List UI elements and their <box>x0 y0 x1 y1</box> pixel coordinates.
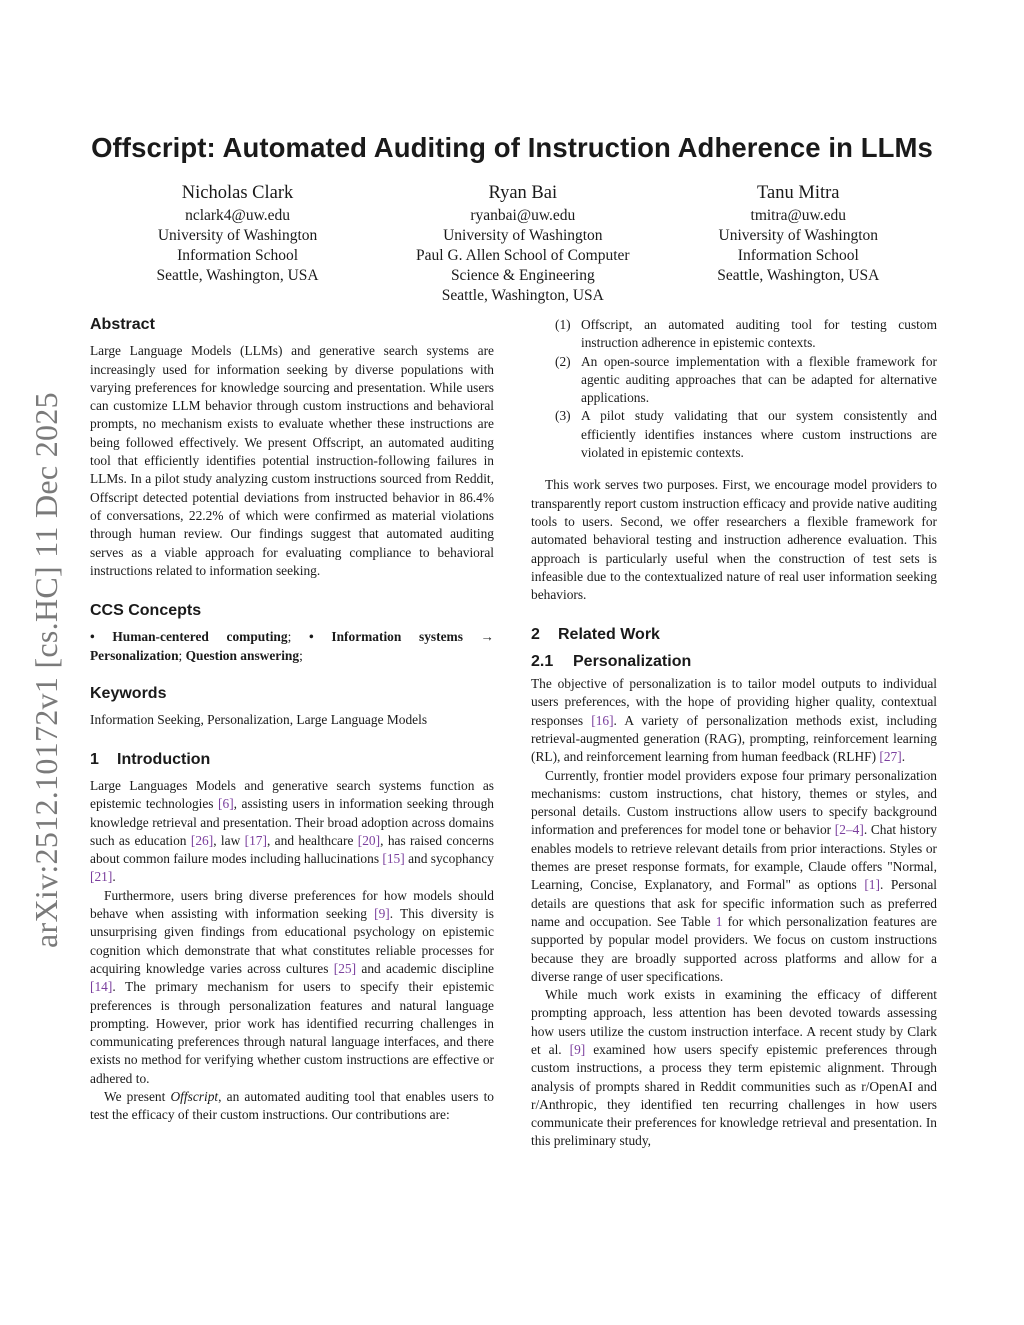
author-affiliation: Paul G. Allen School of Computer <box>416 247 630 264</box>
author-email: ryanbai@uw.edu <box>470 207 576 224</box>
arxiv-identifier-stamp: arXiv:2512.10172v1 [cs.HC] 11 Dec 2025 <box>28 392 64 948</box>
citation-link[interactable]: [25] <box>333 960 357 976</box>
ccs-concept: • Human-centered computing <box>90 629 288 645</box>
citation-link[interactable]: [15] <box>382 851 405 867</box>
citation-link[interactable]: [20] <box>357 832 381 848</box>
ccs-concepts: • Human-centered computing; • Information systems → Personalization; Question answering; <box>90 629 495 663</box>
list-item: (2) An open-source implementation with a flexible framework for agentic auditing approaches that can be adapted for alternative applications. <box>555 353 937 406</box>
section-heading-related-work: 2 Related Work <box>531 626 660 644</box>
contributions-list <box>531 316 937 462</box>
citation-link[interactable]: [1] <box>864 877 880 893</box>
author-name: Ryan Bai <box>488 183 558 203</box>
author-affiliation: Seattle, Washington, USA <box>717 267 880 284</box>
citation-link[interactable]: [16] <box>591 712 614 728</box>
section-heading-introduction: 1 Introduction <box>90 750 211 768</box>
author-1 <box>90 180 385 306</box>
author-name: Nicholas Clark <box>181 183 294 203</box>
author-email: nclark4@uw.edu <box>185 207 291 224</box>
keywords-text: Information Seeking, Personalization, Large Language Models <box>90 712 428 728</box>
citation-link[interactable]: [27] <box>879 749 902 765</box>
citation-link[interactable]: [2–4] <box>834 822 864 838</box>
citation-link[interactable]: [17] <box>244 832 267 848</box>
citation-link[interactable]: [21] <box>90 869 113 885</box>
author-affiliation: University of Washington <box>157 227 318 244</box>
author-affiliation: Information School <box>177 247 299 264</box>
author-affiliation: University of Washington <box>443 227 603 244</box>
citation-link[interactable]: [6] <box>218 796 234 812</box>
author-affiliation: Science & Engineering <box>450 267 595 284</box>
list-item: (3) A pilot study validating that our system consistently and efficiently identifies instances where custom instructions are violated in epistemic contexts. <box>555 408 937 461</box>
left-column <box>90 316 494 1125</box>
author-affiliation: University of Washington <box>718 227 878 244</box>
subsection-heading-personalization: 2.1 Personalization <box>531 652 692 670</box>
intro-paragraph-3: We present Offscript, an automated auditing tool that enables users to test the efficacy of their custom instructions. Our contributions are: <box>90 1088 494 1123</box>
author-affiliation: Information School <box>737 247 859 264</box>
right-column <box>531 316 937 1151</box>
intro-paragraph-2: Furthermore, users bring diverse preferences for how models should behave when assisting with information seeking [9]. This diversity is unsurprising given findings from educational psychology on epistemic cognition which demonstrate that what constitutes reliable processes for acquiring knowledge varies across cultures [25] and academic discipline [14]. The primary mechanism for users to specify their epistemic preferences is through personalization features and natural language prompting. However, prior work has identified recurring challenges in communicating preferences through natural language interfaces, and there exists no method for verifying whether custom instructions are effective or adhered to. <box>90 887 494 1086</box>
table-reference-link[interactable]: 1 <box>715 913 723 929</box>
author-affiliation: Seattle, Washington, USA <box>441 287 604 304</box>
purpose-paragraph: This work serves two purposes. First, we encourage model providers to transparently report custom instruction efficacy and provide native auditing tools to users. Second, we offer researchers a flexible framework for automated behavioral testing and instruction adherence evaluation. This approach is particularly useful when the construction of test sets is infeasible due to the contextualized nature of real user information seeking behaviors. <box>531 477 937 603</box>
author-email: tmitra@uw.edu <box>750 207 846 224</box>
list-item: (1) Offscript, an automated auditing tool for testing custom instruction adherence in epistemic contexts. <box>555 317 937 351</box>
related-paragraph-1: The objective of personalization is to tailor model outputs to individual users preferences, with the hope of providing higher quality, contextual responses [16]. A variety of personalization methods exist, including retrieval-augmented generation (RAG), prompting, reinforcement learning (RL), and reinforcement learning from human feedback (RLHF) [27]. <box>531 676 937 765</box>
citation-link[interactable]: [14] <box>90 979 113 995</box>
citation-link[interactable]: [9] <box>374 906 390 922</box>
system-name: Offscript <box>170 1088 219 1104</box>
author-name: Tanu Mitra <box>757 183 840 203</box>
ccs-concept: • Information systems → Personalization <box>90 629 495 663</box>
author-2 <box>385 180 660 306</box>
related-paragraph-3: While much work exists in examining the efficacy of different prompting approach, less attention has been devoted towards assessing how users utilize the custom instruction interface. A recent study by Clark et al. [9] examined how users specify epistemic preferences through custom instructions, a process they term epistemic alignment. Through analysis of prompts shared in Reddit communities such as r/OpenAI and r/Anthropic, they identified ten recurring challenges in how users communicate their preferences for knowledge retrieval and presentation. In this preliminary study, <box>531 987 938 1149</box>
intro-paragraph-1: Large Languages Models and generative search systems function as epistemic technologies [6], assisting users in information seeking through knowledge retrieval and presentation. Their broad adoption across domains such as education [26], law [17], and healthcare [20], has raised concerns about common failure modes including hallucinations [15] and sycophancy [21]. <box>90 777 494 885</box>
keywords-heading: Keywords <box>90 685 167 703</box>
ccs-concept: Question answering <box>185 647 300 663</box>
author-block <box>90 180 936 306</box>
citation-link[interactable]: [9] <box>569 1041 586 1057</box>
author-3 <box>661 180 936 306</box>
paper-title: Offscript: Automated Auditing of Instruction Adherence in LLMs <box>91 132 933 163</box>
citation-link[interactable]: [26] <box>190 832 214 848</box>
ccs-heading: CCS Concepts <box>90 602 202 620</box>
related-paragraph-2: Currently, frontier model providers expose four primary personalization mechanisms: custom instructions, chat history, themes or styles, and personal details. Custom instructions allow users to specify background information and preferences for model tone or behavior [2–4]. Chat history enables models to retrieve relevant details from prior interactions. Styles or themes are preset response formats, for example, Claude offers "Normal, Learning, Concise, Explanatory, and Formal" as options [1]. Personal details are questions that ask for specific information such as preferred name and occupation. See Table 1 for which personalization features are supported by popular model providers. We focus on custom instructions because they are broadly supported across platforms and allow for a diverse range of user specifications. <box>531 767 938 984</box>
author-affiliation: Seattle, Washington, USA <box>156 267 319 284</box>
abstract-text: Large Language Models (LLMs) and generative search systems are increasingly used for information seeking by diverse populations with varying preferences for knowledge sourcing and presentation. While users can customize LLM behavior through custom instructions and behavioral prompts, no mechanism exists to evaluate whether these instructions are being followed effectively. We present Offscript, an automated auditing tool that efficiently identifies potential instruction-following failures in LLMs. In a pilot study analyzing custom instructions sourced from Reddit, Offscript detected potential deviations from instructed behavior in 86.4% of conversations, 22.2% of which were confirmed as material violations through human review. Our findings suggest that automated auditing serves as a viable approach for evaluating compliance to behavioral instructions related to information seeking. <box>90 343 494 578</box>
abstract-heading: Abstract <box>90 316 155 333</box>
